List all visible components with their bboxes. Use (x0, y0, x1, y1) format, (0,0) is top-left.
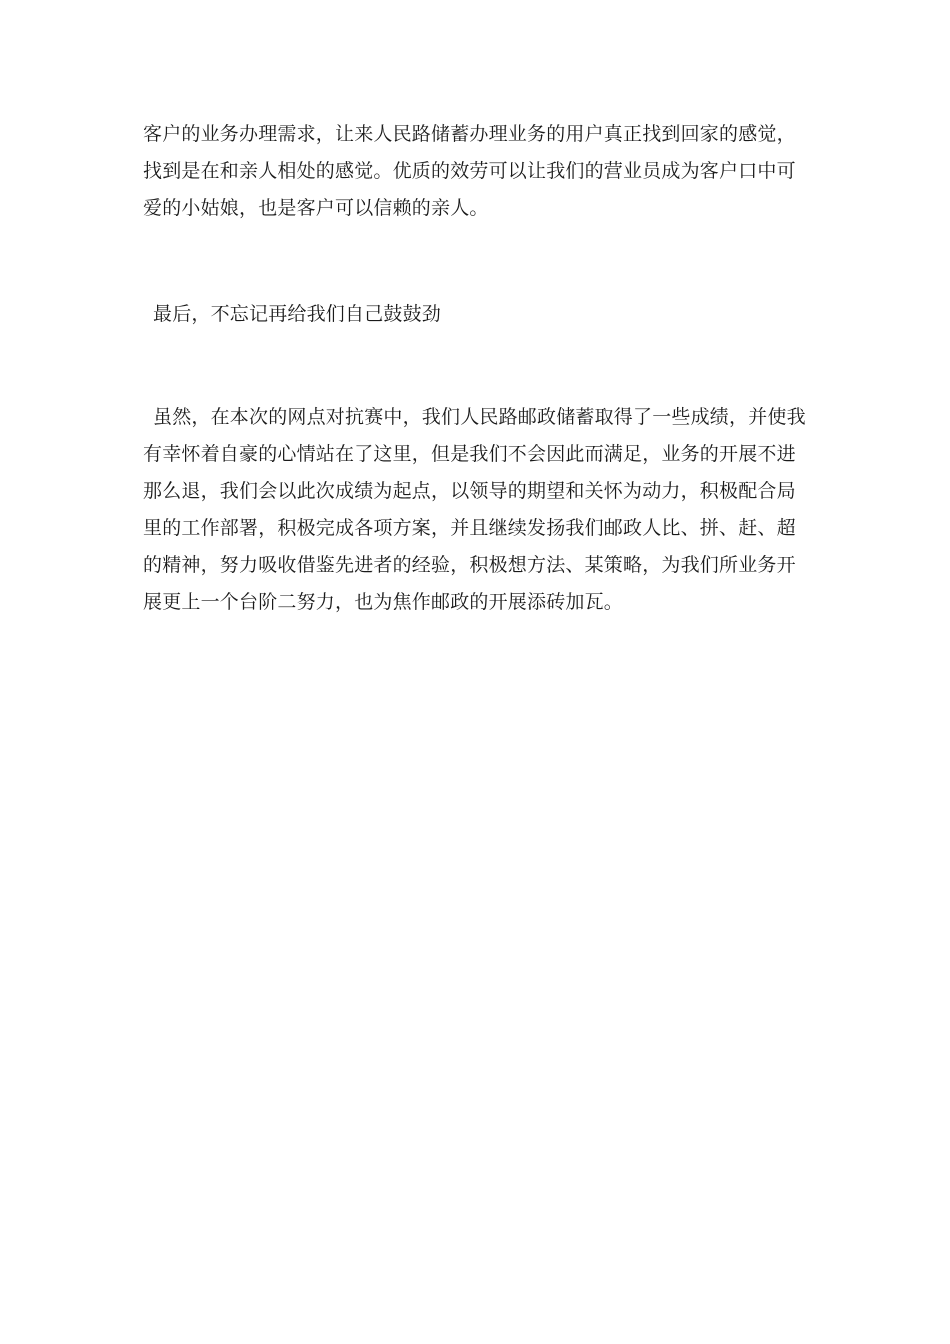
paragraph-conclusion (143, 399, 808, 621)
text-line: 爱的小姑娘，也是客户可以信赖的亲人。 (143, 197, 489, 219)
paragraph-customer-service (143, 116, 808, 227)
text-line: 最后，不忘记再给我们自己鼓鼓劲 (153, 303, 442, 325)
text-line: 那么退，我们会以此次成绩为起点，以领导的期望和关怀为动力，积极配合局 (143, 480, 796, 502)
text-line: 虽然，在本次的网点对抗赛中，我们人民路邮政储蓄取得了一些成绩，并使我 (153, 406, 806, 428)
text-line: 的精神，努力吸收借鉴先进者的经验，积极想方法、某策略，为我们所业务开 (143, 554, 796, 576)
text-line: 展更上一个台阶二努力，也为焦作邮政的开展添砖加瓦。 (143, 591, 624, 613)
text-line: 里的工作部署，积极完成各项方案，并且继续发扬我们邮政人比、拼、赶、超 (143, 517, 796, 539)
text-line: 找到是在和亲人相处的感觉。优质的效劳可以让我们的营业员成为客户口中可 (143, 160, 796, 182)
paragraph-encouragement (143, 296, 808, 333)
text-line: 有幸怀着自豪的心情站在了这里，但是我们不会因此而满足，业务的开展不进 (143, 443, 796, 465)
text-line: 客户的业务办理需求，让来人民路储蓄办理业务的用户真正找到回家的感觉， (143, 123, 796, 145)
